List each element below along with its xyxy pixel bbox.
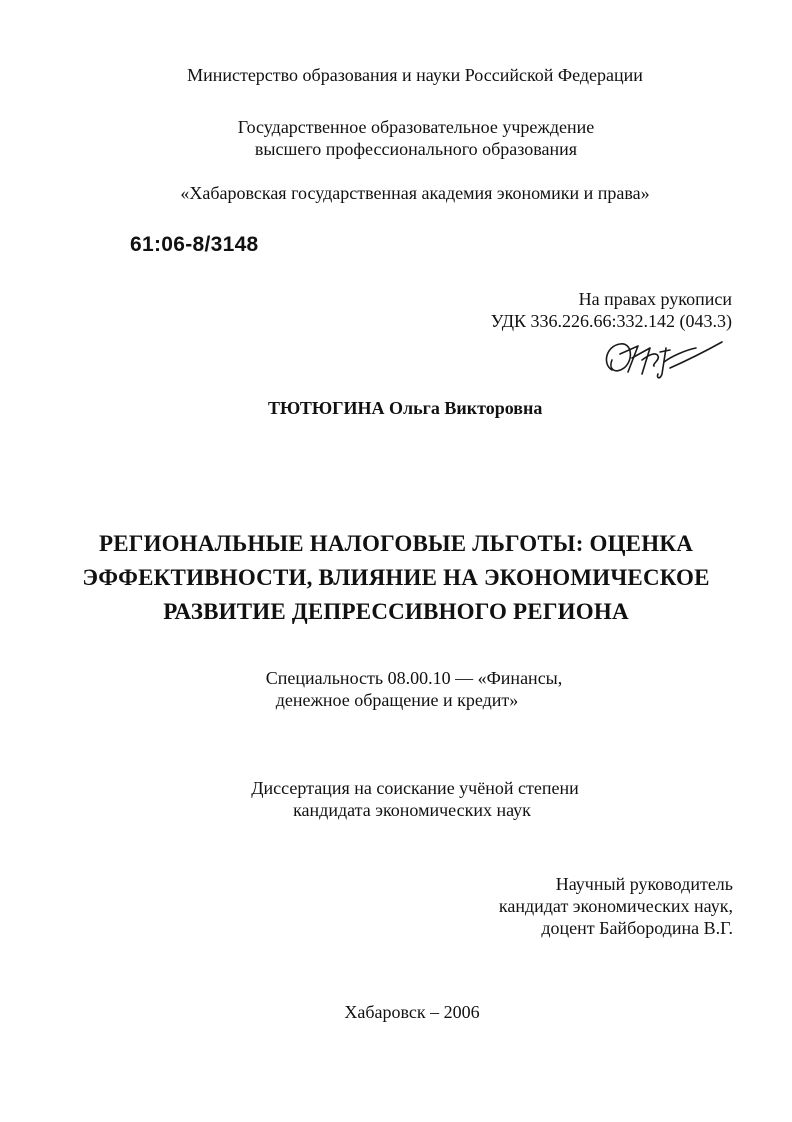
- specialty-line-2: денежное обращение и кредит»: [275, 690, 519, 710]
- author-name: ТЮТЮГИНА Ольга Викторовна: [268, 398, 543, 418]
- institution-line-1: Государственное образовательное учреждение: [237, 117, 595, 137]
- dissertation-title-line-2: ЭФФЕКТИВНОСТИ, ВЛИЯНИЕ НА ЭКОНОМИЧЕСКОЕ: [82, 565, 710, 590]
- supervisor-line-1: Научный руководитель: [555, 874, 733, 894]
- signature-icon: [598, 330, 728, 382]
- ministry-name: Министерство образования и науки Российской Федерации: [187, 65, 643, 85]
- archive-code: 61:06-8/3148: [130, 233, 259, 256]
- manuscript-rights: На правах рукописи: [578, 289, 732, 309]
- supervisor-line-3: доцент Байбородина В.Г.: [541, 918, 733, 938]
- institution-line-2: высшего профессионального образования: [254, 139, 578, 159]
- academy-name: «Хабаровская государственная академия экономики и права»: [180, 183, 650, 203]
- udk-code: УДК 336.226.66:332.142 (043.3): [490, 311, 732, 331]
- city-year: Хабаровск – 2006: [344, 1002, 480, 1022]
- dissertation-title-line-1: РЕГИОНАЛЬНЫЕ НАЛОГОВЫЕ ЛЬГОТЫ: ОЦЕНКА: [98, 531, 694, 556]
- supervisor-line-2: кандидат экономических наук,: [498, 896, 733, 916]
- dissertation-title-line-3: РАЗВИТИЕ ДЕПРЕССИВНОГО РЕГИОНА: [163, 599, 629, 624]
- specialty-line-1: Специальность 08.00.10 — «Финансы,: [265, 668, 563, 688]
- degree-line-2: кандидата экономических наук: [293, 800, 531, 820]
- degree-line-1: Диссертация на соискание учёной степени: [251, 778, 579, 798]
